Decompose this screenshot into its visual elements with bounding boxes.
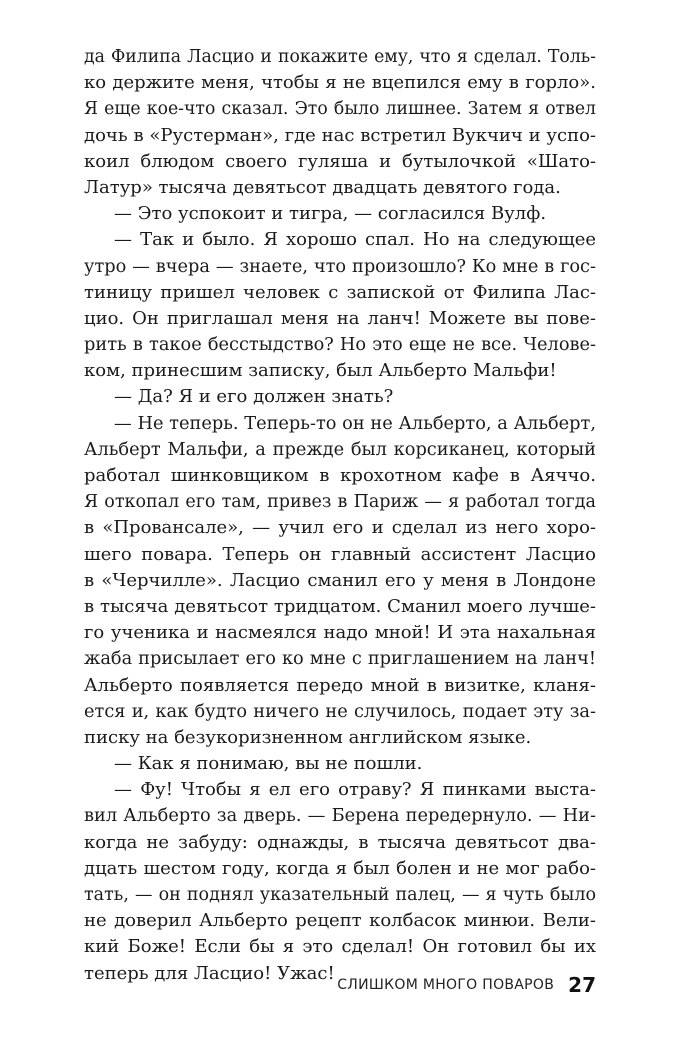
- text-line: ком, принесшим записку, был Альберто Мальфи!: [84, 360, 557, 382]
- text-line: вил Альберто за дверь. — Берена передернуло. — Ни-: [84, 806, 596, 827]
- text-line: шего повара. Теперь он главный ассистент Ласцио: [84, 543, 596, 565]
- text-line: кий Боже! Если бы я это сделал! Он готовил бы их: [84, 936, 596, 958]
- text-line: — Это успокоит и тигра, — согласился Вулф.: [114, 203, 547, 225]
- text-line: тиницу пришел человек с запиской от Филипа Лас-: [84, 281, 596, 303]
- text-line: — Да? Я и его должен знать?: [114, 386, 394, 408]
- text-line: цио. Он приглашал меня на ланч! Можете вы пове-: [84, 307, 596, 329]
- text-line: Латур» тысяча девятьсот двадцать девятого года.: [84, 176, 561, 198]
- page-footer: [84, 970, 596, 1000]
- text-line: в тысяча девятьсот тридцатом. Сманил моего лучше-: [84, 595, 596, 617]
- text-line: — Фу! Чтобы я ел его отраву? Я пинками выста-: [114, 779, 596, 801]
- text-line: писку на безукоризненном английском языке.: [84, 726, 532, 748]
- text-line: рить в такое бесстыдство? Но это еще не все. Челове-: [84, 335, 596, 356]
- text-line: утро — вчера — знаете, что произошло? Ко мне в гос-: [84, 256, 596, 277]
- text-line: когда не забуду: однажды, в тысяча девятьсот два-: [84, 831, 596, 853]
- text-line: Альберт Мальфи, а прежде был корсиканец, который: [84, 439, 596, 460]
- page-body: [84, 44, 596, 987]
- text-line: в «Провансале», — учил его и сделал из него хоро-: [84, 517, 596, 539]
- text-line: не доверил Альберто рецепт колбасок минюи. Вели-: [84, 910, 596, 932]
- text-line: коил блюдом своего гуляша и бутылочкой «Шато-: [84, 150, 596, 172]
- text-line: — Как я понимаю, вы не пошли.: [114, 753, 423, 775]
- running-title: СЛИШКОМ МНОГО ПОВАРОВ: [337, 977, 555, 993]
- text-line: да Филипа Ласцио и покажите ему, что я сделал. Толь-: [84, 47, 596, 67]
- text-line: ко держите меня, чтобы я не вцепился ему в горло».: [84, 72, 596, 94]
- text-line: в «Черчилле». Ласцио сманил его у меня в Лондоне: [84, 569, 596, 591]
- text-line: жаба присылает его ко мне с приглашением на ланч!: [84, 649, 596, 670]
- text-line: тать, — он поднял указательный палец, — я чуть было: [84, 885, 596, 905]
- text-line: Я откопал его там, привез в Париж — я работал тогда: [84, 492, 596, 513]
- text-line: — Так и было. Я хорошо спал. Но на следующее: [114, 229, 596, 251]
- text-line: ется и, как будто ничего не случилось, подает эту за-: [84, 701, 596, 722]
- text-line: Альберто появляется передо мной в визитке, кланя-: [84, 674, 596, 696]
- text-line: — Не теперь. Теперь-то он не Альберто, а Альберт,: [114, 413, 596, 434]
- page-number: 27: [568, 973, 596, 997]
- text-line: го ученика и насмеялся надо мной! И эта нахальная: [84, 622, 596, 644]
- text-line: теперь для Ласцио! Ужас!: [84, 962, 335, 984]
- text-line: работал шинковщиком в крохотном кафе в Аяччо.: [84, 465, 596, 486]
- text-line: дцать шестом году, когда я был болен и не мог рабо-: [84, 857, 596, 879]
- text-line: Я еще кое-что сказал. Это было лишнее. Затем я отвел: [84, 99, 596, 120]
- text-line: дочь в «Рустерман», где нас встретил Вукчич и успо-: [84, 124, 596, 146]
